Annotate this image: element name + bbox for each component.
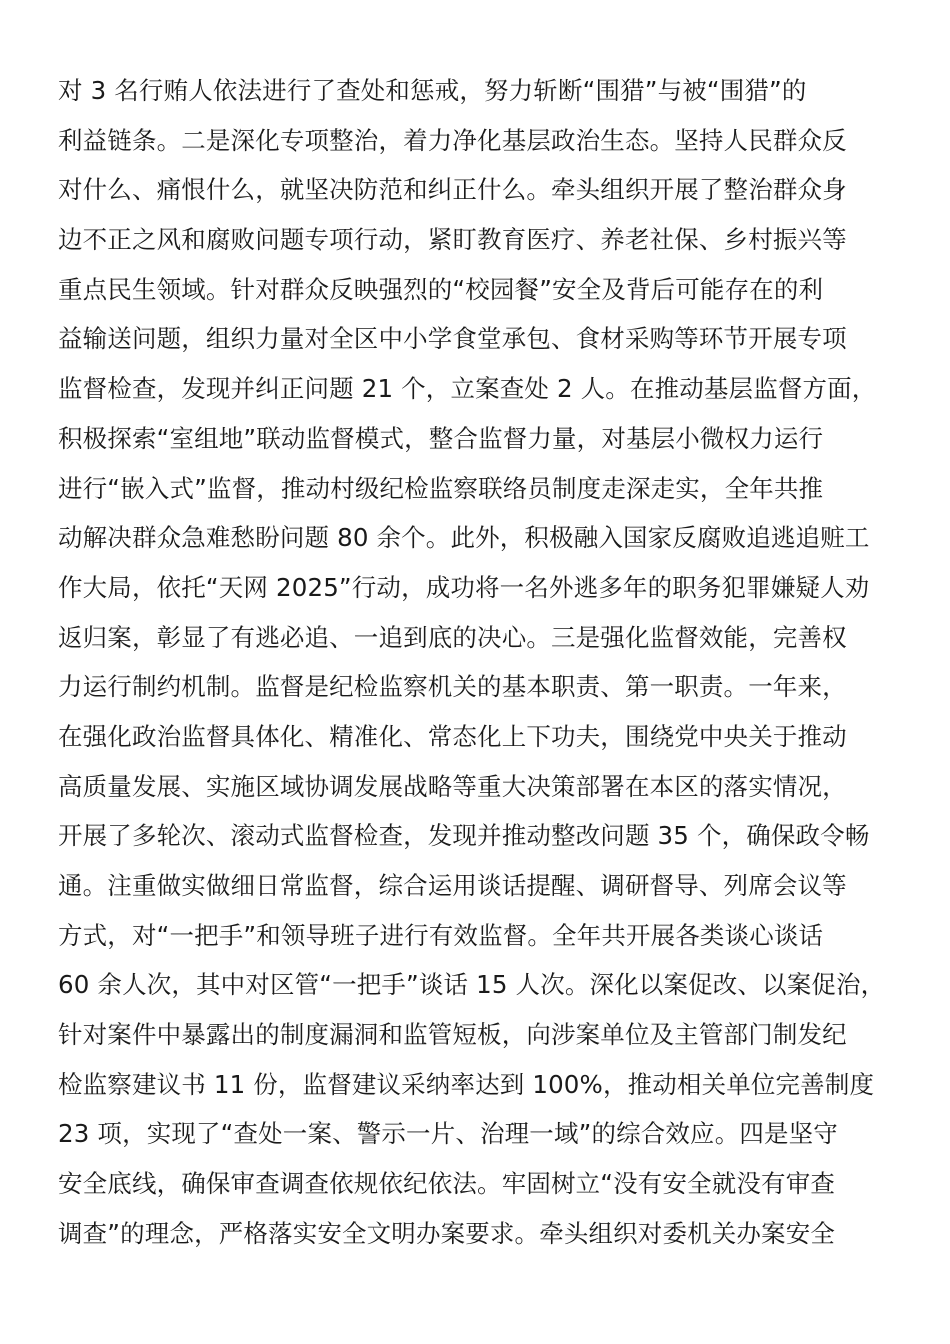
text-line: 60 余人次，其中对区管“一把手”谈话 15 人次。深化以案促改、以案促治， — [58, 970, 886, 1000]
body-text — [58, 66, 918, 1259]
text-line: 监督检查，发现并纠正问题 21 个，立案查处 2 人。在推动基层监督方面， — [58, 374, 877, 404]
text-line: 对 3 名行贿人依法进行了查处和惩戒，努力斩断“围猎”与被“围猎”的 — [58, 76, 807, 105]
text-line: 动解决群众急难愁盼问题 80 余个。此外，积极融入国家反腐败追逃追赃工 — [58, 523, 870, 553]
text-line: 力运行制约机制。监督是纪检监察机关的基本职责、第一职责。一年来， — [58, 672, 847, 702]
text-line: 边不正之风和腐败问题专项行动，紧盯教育医疗、养老社保、乡村振兴等 — [58, 225, 847, 255]
text-line: 针对案件中暴露出的制度漏洞和监管短板，向涉案单位及主管部门制发纪 — [58, 1020, 847, 1050]
text-line: 进行“嵌入式”监督，推动村级纪检监察联络员制度走深走实，全年共推 — [58, 473, 824, 503]
text-line: 在强化政治监督具体化、精准化、常态化上下功夫，围绕党中央关于推动 — [58, 721, 847, 751]
text-line: 调查”的理念，严格落实安全文明办案要求。牵头组织对委机关办案安全 — [58, 1218, 835, 1248]
text-line: 开展了多轮次、滚动式监督检查，发现并推动整改问题 35 个，确保政令畅 — [58, 821, 870, 851]
text-line: 积极探索“室组地”联动监督模式，整合监督力量，对基层小微权力运行 — [58, 423, 824, 453]
text-line: 检监察建议书 11 份，监督建议采纳率达到 100%，推动相关单位完善制度 — [58, 1069, 875, 1099]
text-line: 返归案，彰显了有逃必追、一追到底的决心。三是强化监督效能，完善权 — [58, 622, 847, 652]
text-line: 对什么、痛恨什么，就坚决防范和纠正什么。牵头组织开展了整治群众身 — [58, 175, 847, 205]
text-line: 益输送问题，组织力量对全区中小学食堂承包、食材采购等环节开展专项 — [58, 324, 847, 354]
text-line: 作大局，依托“天网 2025”行动，成功将一名外逃多年的职务犯罪嫌疑人劝 — [58, 572, 870, 602]
text-line: 高质量发展、实施区域协调发展战略等重大决策部署在本区的落实情况， — [58, 771, 847, 801]
text-line: 利益链条。二是深化专项整治，着力净化基层政治生态。坚持人民群众反 — [58, 125, 847, 155]
text-line: 方式，对“一把手”和领导班子进行有效监督。全年共开展各类谈心谈话 — [58, 920, 824, 950]
text-line: 23 项，实现了“查处一案、警示一片、治理一域”的综合效应。四是坚守 — [58, 1119, 838, 1149]
text-line: 重点民生领域。针对群众反映强烈的“校园餐”安全及背后可能存在的利 — [58, 274, 824, 304]
text-line: 通。注重做实做细日常监督，综合运用谈话提醒、调研督导、列席会议等 — [58, 871, 847, 900]
text-line: 安全底线，确保审查调查依规依纪依法。牢固树立“没有安全就没有审查 — [58, 1169, 835, 1199]
